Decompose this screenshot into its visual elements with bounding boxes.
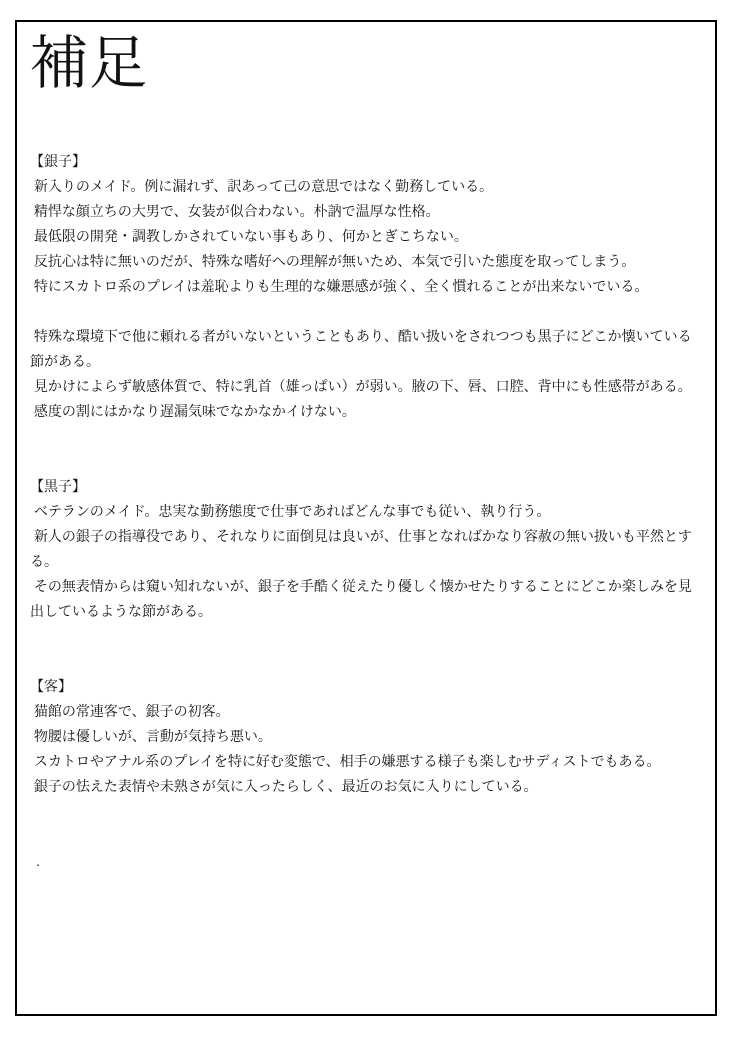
section-heading: 【客】: [30, 677, 72, 694]
section-heading: 【黒子】: [30, 477, 86, 494]
paragraph-line: 反抗心は特に無いのだが、特殊な嗜好への理解が無いため、本気で引いた態度を取ってしまう。: [30, 252, 636, 269]
paragraph-line: その無表情からは窺い知れないが、銀子を手酷く従えたり優しく懐かせたりすることにどこか楽しみを見出しているような節がある。: [30, 577, 692, 619]
paragraph-line: 新人の銀子の指導役であり、それなりに面倒見は良いが、仕事となればかなり容赦の無い扱いも平然とする。: [30, 527, 692, 569]
paragraph-line: ベテランのメイド。忠実な勤務態度で仕事であればどんな事でも従い、執り行う。: [30, 502, 551, 519]
blank-line: [30, 299, 695, 324]
paragraph-line: 物腰は優しいが、言動が気持ち悪い。: [30, 727, 272, 744]
paragraph-line: 猫館の常連客で、銀子の初客。: [30, 702, 230, 719]
section-kyaku: [30, 674, 695, 799]
section-kuroko: [30, 474, 695, 624]
paragraph-line: 特にスカトロ系のプレイは羞恥よりも生理的な嫌悪感が強く、全く慣れることが出来ないでいる。: [30, 277, 649, 294]
paragraph-line: 新入りのメイド。例に漏れず、訳あって己の意思ではなく勤務している。: [30, 177, 494, 194]
section-ginko: [30, 149, 695, 424]
paragraph-line: 銀子の怯えた表情や未熟さが気に入ったらしく、最近のお気に入りにしている。: [30, 777, 538, 794]
paragraph-line: 見かけによらず敏感体質で、特に乳首（雄っぱい）が弱い。腋の下、唇、口腔、背中にも性感帯がある。: [30, 377, 692, 394]
paragraph-line: 特殊な環境下で他に頼れる者がいないということもあり、酷い扱いをされつつも黒子にどこか懐いている節がある。: [30, 327, 692, 369]
section-heading: 【銀子】: [30, 152, 86, 169]
page-title: 補足: [30, 29, 149, 97]
page-border: [15, 20, 717, 1016]
paragraph-line: 精悍な顔立ちの大男で、女装が似合わない。朴訥で温厚な性格。: [30, 202, 440, 219]
paragraph-line: 感度の割にはかなり遅漏気味でなかなかイけない。: [30, 402, 356, 419]
stray-period: .: [36, 852, 40, 869]
paragraph-line: 最低限の開発・調教しかされていない事もあり、何かとぎこちない。: [30, 227, 468, 244]
paragraph-line: スカトロやアナル系のプレイを特に好む変態で、相手の嫌悪する様子も楽しむサディストでもある。: [30, 752, 661, 769]
